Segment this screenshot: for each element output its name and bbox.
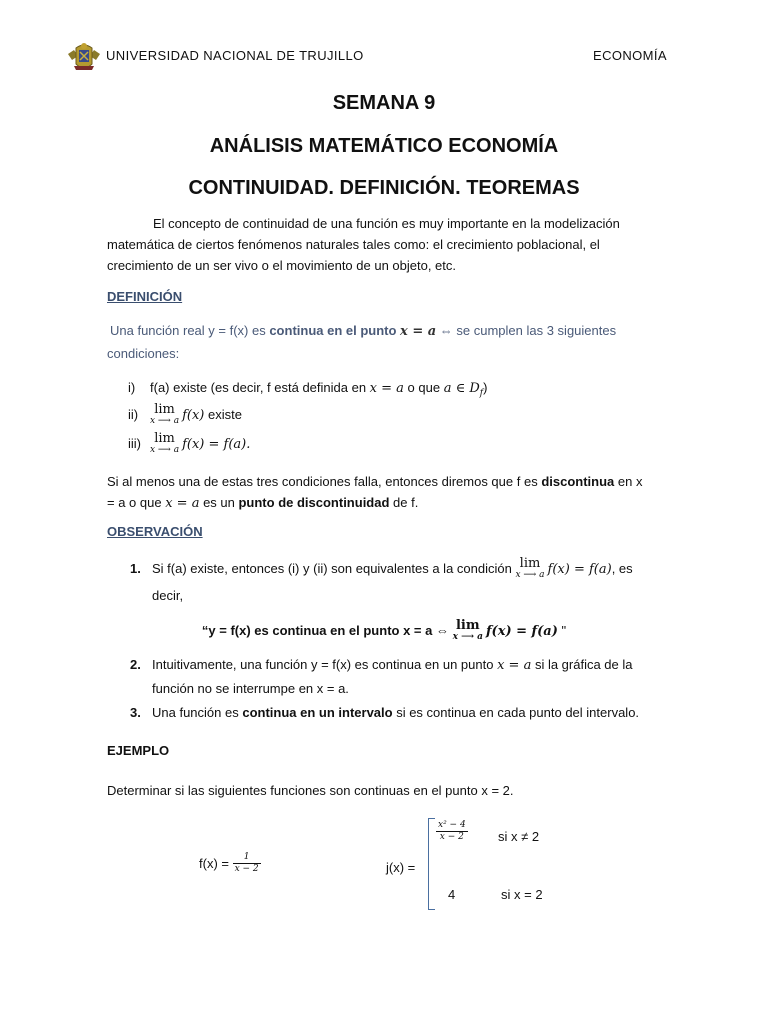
function-f: f(x) = $\frac{1}{x - 2}$ — [199, 852, 259, 875]
section-definicion-heading: DEFINICIÓN — [107, 289, 183, 304]
condition-ii: ii) lim x ⟶ a f(x) existe — [128, 402, 242, 426]
title-topic: CONTINUIDAD. DEFINICIÓN. TEOREMAS — [188, 177, 580, 199]
observation-item-2-cont: función no se interrumpe en x = a. — [152, 681, 349, 696]
section-observacion-heading: OBSERVACIÓN — [107, 524, 203, 539]
header-university: UNIVERSIDAD NACIONAL DE TRUJILLO — [106, 48, 364, 63]
definition-line-2: condiciones: — [107, 346, 180, 361]
limit-operator: lim x ⟶ a — [452, 618, 483, 642]
intro-line-3: crecimiento de un ser vivo o el movimiento de un objeto, etc. — [107, 258, 457, 273]
observation-item-3: 3. Una función es continua en un intervalo si es continua en cada punto del intervalo. — [130, 705, 640, 720]
piecewise-case-2-value: 4 — [448, 887, 456, 902]
observation-item-1: 1. Si f(a) existe, entonces (i) y (ii) son equivalentes a la condición lim x ⟶ a f(x) = f(a), es — [130, 556, 633, 580]
intro-line-1: El concepto de continuidad de una función es muy importante en la modelización — [153, 216, 620, 231]
piecewise-brace — [428, 818, 435, 910]
condition-i: i) f(a) existe (es decir, f está definida en x = a o que a ∈ $D_f$) — [128, 380, 488, 399]
section-ejemplo-heading: EJEMPLO — [107, 743, 170, 758]
piecewise-case-1-condition: si x ≠ 2 — [498, 829, 540, 844]
header-subject: ECONOMÍA — [593, 48, 667, 63]
title-course: ANÁLISIS MATEMÁTICO ECONOMÍA — [209, 135, 559, 157]
piecewise-case-1-fraction: $\frac{\text{x² − 4}}{x - 2}$ — [438, 820, 466, 842]
definition-line-1: Una función real y = f(x) es continua en el punto x = a ⇔ se cumplen las 3 siguientes — [110, 323, 617, 339]
limit-operator: lim x ⟶ a — [150, 402, 180, 426]
limit-operator: lim x ⟶ a — [150, 431, 180, 455]
limit-operator: lim x ⟶ a — [515, 556, 545, 580]
discontinuity-line-1: Si al menos una de estas tres condiciones falla, entonces diremos que f es discontinua en x — [107, 474, 643, 489]
observation-quote: “y = f(x) es continua en el punto x = a ⇔ lim x ⟶ a f(x) = f(a) " — [201, 618, 567, 642]
function-j-label: j(x) = — [386, 860, 416, 875]
discontinuity-line-2: = a o que x = a es un punto de discontinuidad de f. — [107, 495, 419, 511]
fraction: $\frac{1}{x - 2}$ — [234, 852, 259, 875]
piecewise-case-2-condition: si x = 2 — [501, 887, 543, 902]
condition-iii: iii) lim x ⟶ a f(x) = f(a). — [128, 431, 251, 455]
university-logo — [66, 40, 102, 74]
observation-item-2: 2. Intuitivamente, una función y = f(x) es continua en un punto x = a si la gráfica de la — [130, 657, 633, 673]
title-week: SEMANA 9 — [332, 92, 436, 114]
observation-item-1-cont: decir, — [152, 588, 184, 603]
example-statement: Determinar si las siguientes funciones son continuas en el punto x = 2. — [107, 783, 514, 798]
intro-line-2: matemática de ciertos fenómenos naturales tales como: el crecimiento poblacional, el — [107, 237, 600, 252]
